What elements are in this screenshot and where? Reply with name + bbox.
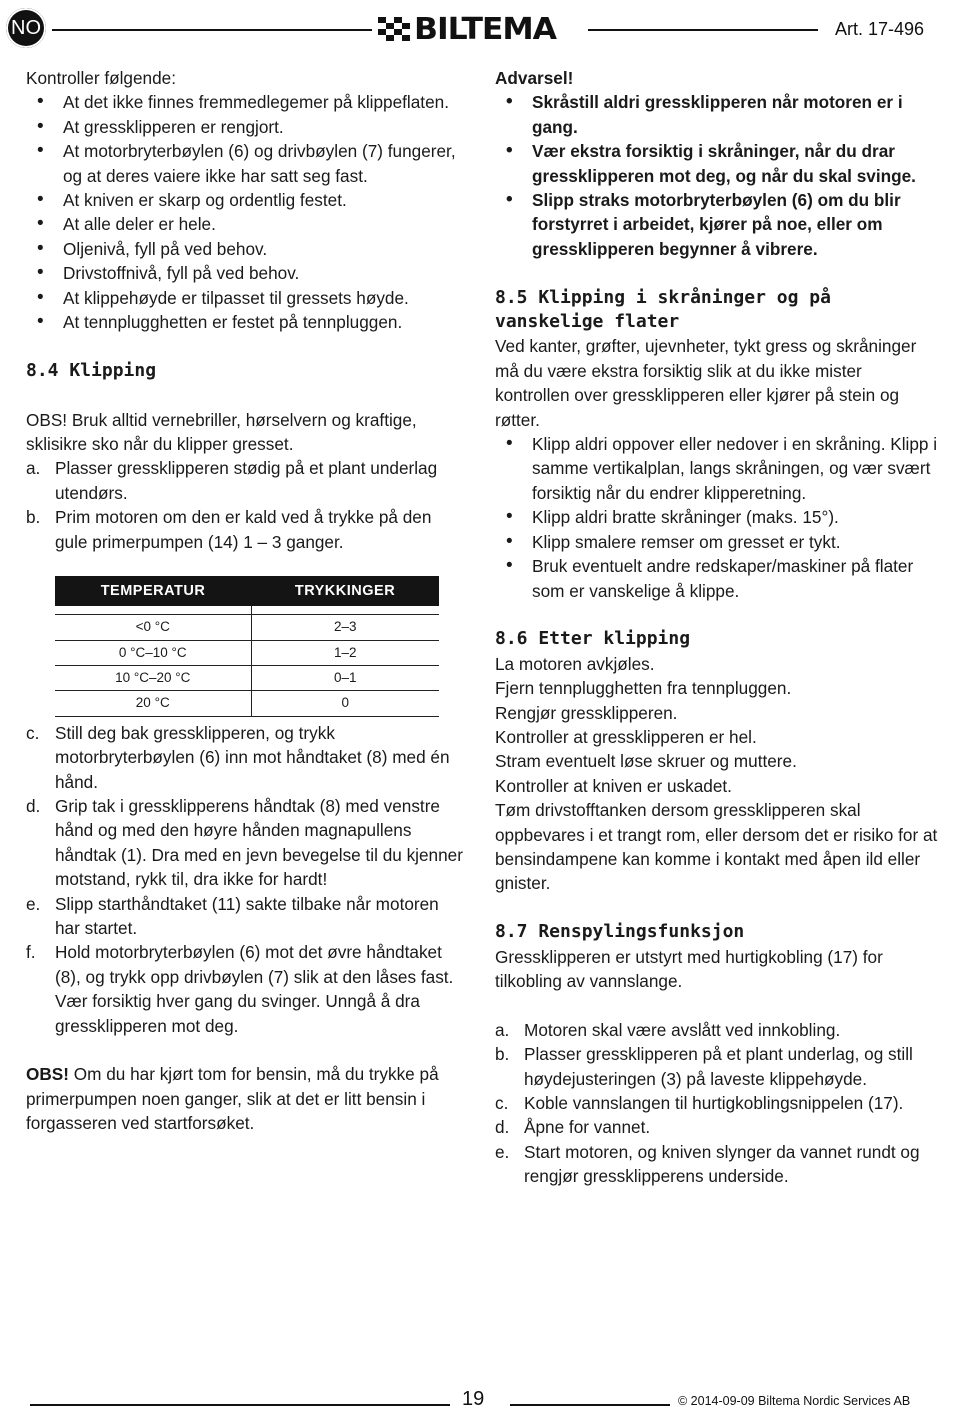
table-cell: 0 °C–10 °C	[55, 640, 251, 665]
list-item: • At motorbryterbøylen (6) og drivbøylen (7) fungerer, og at deres vaiere ikke har satt seg fast.	[26, 139, 466, 188]
section-8-6-line: La motoren avkjøles.	[495, 653, 655, 674]
step-text: Koble vannslangen til hurtigkoblingsnippelen (17).	[524, 1093, 904, 1113]
warning-list	[495, 90, 940, 261]
list-item: • At klippehøyde er tilpasset til gressets høyde.	[26, 286, 466, 310]
table-header-presses: TRYKKINGER	[251, 576, 439, 606]
step-letter: f.	[26, 942, 36, 963]
step-d	[26, 794, 466, 892]
list-item: • Oljenivå, fyll på ved behov.	[26, 237, 466, 261]
step-text: Hold motorbryterbøylen (6) mot det øvre håndtaket (8), og trykk opp drivbøylen (7) slik at den låses fast. Vær forsiktig hver gang du svinger. Unngå å dra gressklipperen mot deg.	[55, 942, 454, 1036]
header-rule-right	[588, 29, 818, 31]
warning-title: Advarsel!	[495, 68, 574, 88]
step-text: Slipp starthåndtaket (11) sakte tilbake når motoren har startet.	[55, 893, 439, 938]
obs-label: OBS!	[26, 1064, 69, 1085]
page-footer	[0, 1386, 960, 1414]
list-item: • Klipp smalere remser om gresset er tykt.	[495, 530, 940, 554]
brand-logo	[378, 12, 586, 47]
section-8-5-text: Ved kanter, grøfter, ujevnheter, tykt gress og skråninger må du være ekstra forsiktig slik at du ikke mister kontrollen over gressklipperen eller kjører på stein og røtter.	[495, 336, 917, 430]
check-list	[26, 90, 466, 334]
step-letter: c.	[495, 1093, 509, 1113]
right-column	[495, 66, 940, 1189]
section-8-6-paragraph: Tøm drivstofftanken dersom gressklipperen skal oppbevares i et trangt rom, eller dersom det er risiko for at bensindampene kan komme i kontakt med åpen ild eller gnister.	[495, 800, 938, 894]
rinse-step-c	[495, 1091, 940, 1115]
section-8-6-line: Kontroller at kniven er uskadet.	[495, 775, 732, 796]
section-8-6-line: Fjern tennplugghetten fra tennpluggen.	[495, 678, 792, 699]
step-b	[26, 505, 466, 554]
table-cell: <0 °C	[55, 615, 251, 640]
step-letter: a.	[26, 458, 41, 479]
article-number: Art. 17-496	[834, 19, 924, 39]
section-8-6-line: Kontroller at gressklipperen er hel.	[495, 726, 757, 747]
table-row	[55, 691, 439, 716]
section-8-6-line: Stram eventuelt løse skruer og muttere.	[495, 751, 797, 772]
list-item: • Klipp aldri bratte skråninger (maks. 15°).	[495, 505, 940, 529]
slope-list	[495, 432, 940, 603]
step-letter: e.	[495, 1141, 510, 1162]
step-letter: d.	[26, 795, 41, 816]
table-row	[55, 665, 439, 690]
list-item: • At det ikke finnes fremmedlegemer på klippeflaten.	[26, 90, 466, 114]
step-text: Prim motoren om den er kald ved å trykke på den gule primerpumpen (14) 1 – 3 ganger.	[55, 507, 432, 552]
obs-fuel-note	[26, 1062, 466, 1135]
step-letter: a.	[495, 1019, 510, 1040]
section-heading-8-6: 8.6 Etter klipping	[495, 628, 691, 650]
list-item: • Klipp aldri oppover eller nedover i en skråning. Klipp i samme vertikalplan, langs skråningen, og vær svært forsiktig når du endrer klipperetning.	[495, 432, 940, 505]
table-cell: 10 °C–20 °C	[55, 665, 251, 690]
checkered-flag-icon	[378, 17, 410, 41]
step-text: Plasser gressklipperen på et plant underlag, og still høydejusteringen (3) på laveste klippehøyde.	[524, 1044, 913, 1089]
table-cell: 0–1	[251, 665, 439, 690]
table-header-temperature: TEMPERATUR	[55, 576, 251, 606]
step-letter: d.	[495, 1117, 510, 1138]
footer-rule-right	[510, 1404, 670, 1406]
list-item: • At gressklipperen er rengjort.	[26, 115, 466, 139]
section-heading-8-4: 8.4 Klipping	[26, 359, 157, 381]
rinse-step-d	[495, 1115, 940, 1139]
check-intro: Kontroller følgende:	[26, 68, 176, 88]
list-item: • At alle deler er hele.	[26, 212, 466, 236]
step-f	[26, 940, 466, 1038]
list-item: • Vær ekstra forsiktig i skråninger, når du drar gressklipperen mot deg, og når du skal svinge.	[495, 139, 940, 188]
rinse-step-b	[495, 1042, 940, 1091]
left-column	[26, 66, 466, 1136]
step-e	[26, 892, 466, 941]
table-row	[55, 615, 439, 640]
brand-name: BILTEMA	[414, 12, 556, 47]
table-row	[55, 640, 439, 665]
step-letter: c.	[26, 722, 40, 743]
list-item: • At tennplugghetten er festet på tennpluggen.	[26, 310, 466, 334]
list-item: • At kniven er skarp og ordentlig festet.	[26, 188, 466, 212]
rinse-step-a	[495, 1018, 940, 1042]
list-item: • Slipp straks motorbryterbøylen (6) om du blir forstyrret i arbeidet, kjører på noe, eller om gressklipperen begynner å vibrere.	[495, 188, 940, 261]
priming-table	[55, 576, 439, 717]
obs-note: OBS! Bruk alltid vernebriller, hørselvern og kraftige, sklisikre sko når du klipper gresset.	[26, 409, 417, 455]
step-a	[26, 456, 466, 505]
section-8-7-text: Gressklipperen er utstyrt med hurtigkobling (17) for tilkobling av vannslange.	[495, 946, 883, 991]
step-c	[26, 721, 466, 794]
rinse-step-e	[495, 1140, 940, 1189]
section-heading-8-5: 8.5 Klipping i skråninger og på vanskelige flater	[495, 286, 831, 333]
list-item: • Bruk eventuelt andre redskaper/maskiner på flater som er vanskelige å klippe.	[495, 554, 940, 603]
table-header-row	[55, 576, 439, 606]
table-cell: 1–2	[251, 640, 439, 665]
page-number: 19	[462, 1388, 485, 1410]
step-text: Plasser gressklipperen stødig på et plant underlag utendørs.	[55, 458, 438, 503]
step-text: Grip tak i gressklipperens håndtak (8) med venstre hånd og med den høyre hånden magnapullens håndtak (1). Dra med en jevn bevegelse til du kjenner motstand, rykk til, dra ikke for hardt!	[55, 795, 463, 890]
section-8-6-line: Rengjør gressklipperen.	[495, 702, 678, 723]
copyright: © 2014-09-09 Biltema Nordic Services AB	[678, 1394, 911, 1408]
obs-text: Om du har kjørt tom for bensin, må du trykke på primerpumpen noen ganger, slik at det er litt bensin i forgasseren ved startforsøket.	[26, 1064, 439, 1134]
step-letter: e.	[26, 893, 41, 914]
step-text: Åpne for vannet.	[524, 1117, 651, 1138]
page-header	[0, 0, 960, 62]
step-letter: b.	[495, 1044, 510, 1065]
language-badge: NO	[6, 8, 46, 48]
section-heading-8-7: 8.7 Renspylingsfunksjon	[495, 921, 745, 943]
table-cell: 0	[251, 691, 439, 716]
step-text: Start motoren, og kniven slynger da vannet rundt og rengjør gressklipperens underside.	[524, 1141, 920, 1187]
list-item: • Skråstill aldri gressklipperen når motoren er i gang.	[495, 90, 940, 139]
header-rule-left	[52, 29, 372, 31]
list-item: • Drivstoffnivå, fyll på ved behov.	[26, 261, 466, 285]
step-letter: b.	[26, 507, 41, 528]
footer-rule-left	[30, 1404, 450, 1406]
table-cell: 2–3	[251, 615, 439, 640]
table-cell: 20 °C	[55, 691, 251, 716]
step-text: Still deg bak gressklipperen, og trykk motorbryterbøylen (6) inn mot håndtaket (8) med én hånd.	[55, 722, 450, 792]
step-text: Motoren skal være avslått ved innkobling.	[524, 1019, 841, 1040]
